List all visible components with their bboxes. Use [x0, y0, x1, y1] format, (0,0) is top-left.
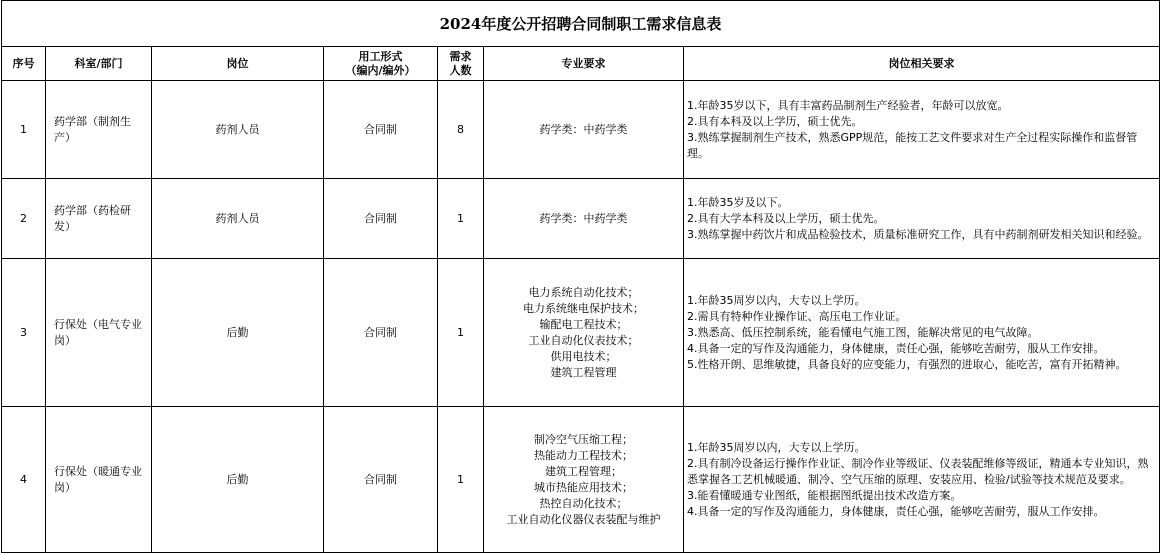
header-row — [2, 47, 1160, 81]
row-no: 3 — [2, 259, 46, 407]
table-row — [2, 81, 1160, 179]
header-num-sub: 人数 — [449, 63, 472, 77]
row-req — [684, 81, 1160, 179]
row-post: 后勤 — [152, 407, 324, 553]
req-item: 3.能看懂暖通专业图纸，能根据图纸提出技术改造方案。 — [687, 488, 962, 502]
header-num-label: 需求 — [449, 49, 472, 63]
major-item: 输配电工程技术； — [539, 317, 628, 331]
row-dept: 药学部（制剂生产） — [46, 81, 152, 179]
row-form: 合同制 — [324, 179, 438, 259]
page-title: 2024年度公开招聘合同制职工需求信息表 — [2, 1, 1160, 47]
row-form: 合同制 — [324, 407, 438, 553]
row-post: 药剂人员 — [152, 179, 324, 259]
req-item: 3.熟悉高、低压控制系统，能看懂电气施工图，能解决常见的电气故障。 — [687, 325, 1039, 339]
major-item: 供用电技术； — [550, 349, 617, 363]
row-major — [484, 259, 684, 407]
header-req: 岗位相关要求 — [684, 47, 1160, 81]
row-form: 合同制 — [324, 259, 438, 407]
req-item: 2.具有大学本科及以上学历，硕士优先。 — [687, 211, 885, 225]
header-no: 序号 — [2, 47, 46, 81]
major-item: 药学类：中药学类 — [539, 211, 628, 225]
header-form-label: 用工形式 — [358, 49, 403, 63]
req-item: 1.年龄35岁以下，具有丰富药品制剂生产经验者，年龄可以放宽。 — [687, 98, 1009, 112]
req-item: 2.具有制冷设备运行操作作业证、制冷作业等级证、仪表装配维修等级证，精通本专业知识，熟悉掌握各工艺机械暖通、制冷、空气压缩的原理、安装应用、检验/试验等技术规范及要求。 — [687, 456, 1149, 486]
req-item: 4.具备一定的写作及沟通能力，身体健康，责任心强，能够吃苦耐劳，服从工作安排。 — [687, 341, 1105, 355]
major-item: 建筑工程管理； — [545, 464, 622, 478]
req-item: 2.需具有特种作业操作证、高压电工作业证。 — [687, 309, 907, 323]
req-item: 1.年龄35岁及以下。 — [687, 195, 789, 209]
major-item: 热控自动化技术； — [539, 496, 628, 510]
major-item: 工业自动化仪表技术； — [528, 333, 639, 347]
req-item: 3.熟练掌握制剂生产技术，熟悉GPP规范，能按工艺文件要求对生产全过程实际操作和监督管理。 — [687, 130, 1138, 160]
req-item: 4.具备一定的写作及沟通能力，身体健康，责任心强，能够吃苦耐劳，服从工作安排。 — [687, 504, 1105, 518]
row-num: 8 — [438, 81, 484, 179]
header-num — [438, 47, 484, 81]
row-num: 1 — [438, 179, 484, 259]
row-req — [684, 179, 1160, 259]
row-major — [484, 179, 684, 259]
row-major — [484, 81, 684, 179]
recruitment-table — [1, 0, 1160, 553]
major-item: 电力系统自动化技术； — [528, 285, 639, 299]
major-item: 城市热能应用技术； — [534, 480, 633, 494]
header-major: 专业要求 — [484, 47, 684, 81]
table-row — [2, 259, 1160, 407]
req-item: 3.熟练掌握中药饮片和成品检验技术，质量标准研究工作，具有中药制剂研发相关知识和经验。 — [687, 227, 1149, 241]
req-item: 5.性格开朗、思维敏捷，具备良好的应变能力，有强烈的进取心，能吃苦，富有开拓精神。 — [687, 357, 1127, 371]
header-form-sub: （编内/编外） — [345, 63, 416, 77]
header-dept: 科室/部门 — [46, 47, 152, 81]
row-dept: 药学部（药检研发） — [46, 179, 152, 259]
row-dept: 行保处（暖通专业岗） — [46, 407, 152, 553]
table-row — [2, 179, 1160, 259]
row-no: 2 — [2, 179, 46, 259]
row-num: 1 — [438, 259, 484, 407]
major-item: 热能动力工程技术； — [534, 448, 633, 462]
row-major — [484, 407, 684, 553]
header-form — [324, 47, 438, 81]
req-item: 1.年龄35周岁以内，大专以上学历。 — [687, 440, 866, 454]
row-form: 合同制 — [324, 81, 438, 179]
row-no: 1 — [2, 81, 46, 179]
req-item: 2.具有本科及以上学历，硕士优先。 — [687, 114, 863, 128]
row-dept: 行保处（电气专业岗） — [46, 259, 152, 407]
major-item: 建筑工程管理 — [550, 365, 617, 379]
major-item: 药学类：中药学类 — [539, 122, 628, 136]
row-num: 1 — [438, 407, 484, 553]
major-item: 制冷空气压缩工程； — [534, 432, 633, 446]
row-post: 药剂人员 — [152, 81, 324, 179]
row-no: 4 — [2, 407, 46, 553]
row-post: 后勤 — [152, 259, 324, 407]
table-row — [2, 407, 1160, 553]
row-req — [684, 259, 1160, 407]
major-item: 电力系统继电保护技术； — [523, 301, 644, 315]
header-post: 岗位 — [152, 47, 324, 81]
req-item: 1.年龄35周岁以内，大专以上学历。 — [687, 293, 866, 307]
row-req — [684, 407, 1160, 553]
major-item: 工业自动化仪器仪表装配与维护 — [506, 512, 661, 526]
